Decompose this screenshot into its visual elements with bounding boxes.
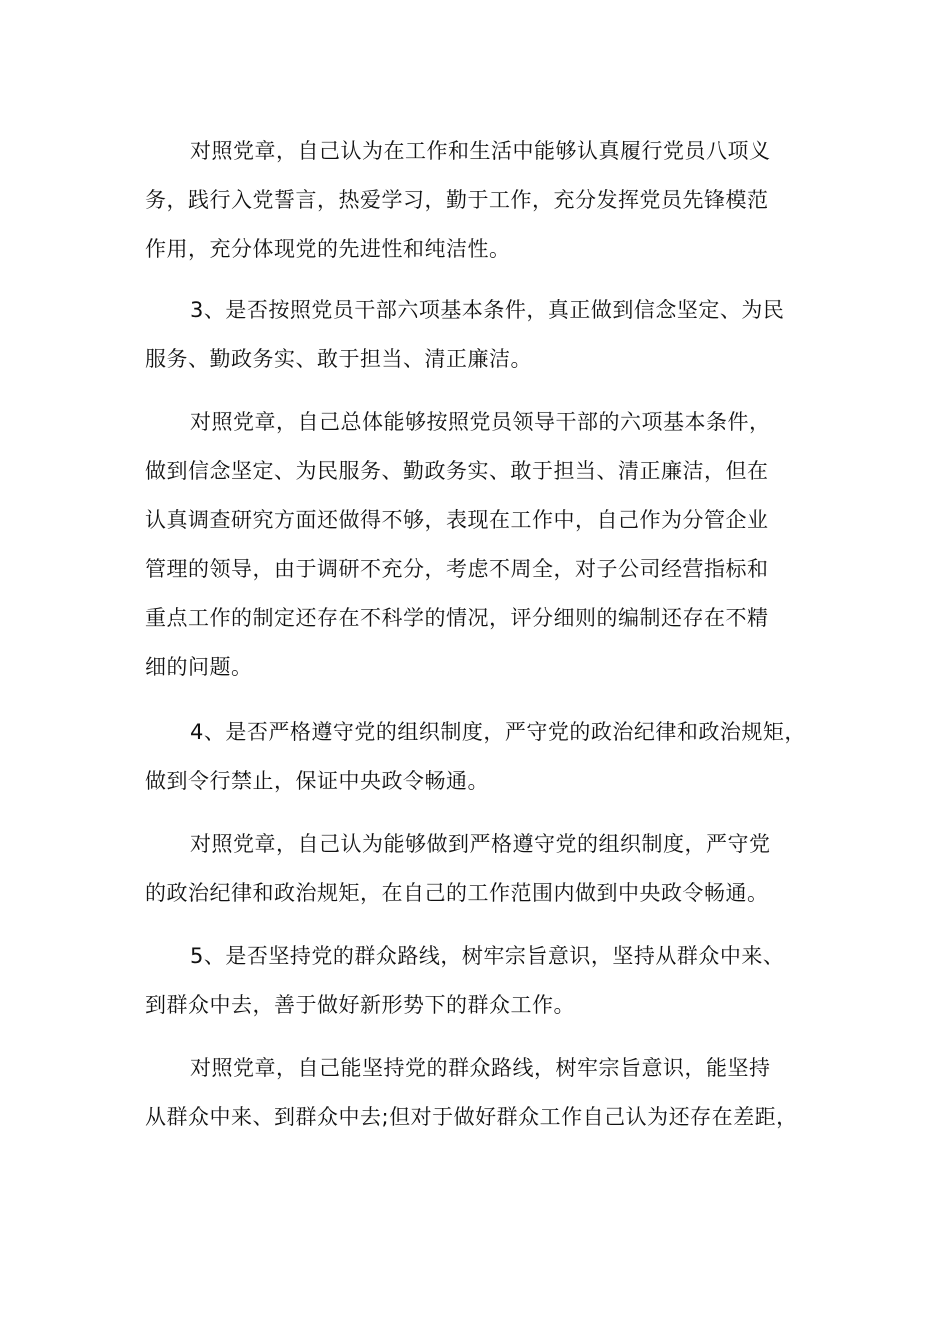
text-line: 对照党章，自己认为能够做到严格遵守党的组织制度，严守党	[190, 832, 771, 856]
text-line: 对照党章，自己认为在工作和生活中能够认真履行党员八项义	[190, 139, 771, 163]
text-line: 4、是否严格遵守党的组织制度，严守党的政治纪律和政治规矩，	[190, 720, 806, 744]
text-line: 管理的领导，由于调研不充分，考虑不周全，对子公司经营指标和	[145, 557, 769, 581]
text-line: 重点工作的制定还存在不科学的情况，评分细则的编制还存在不精	[145, 606, 769, 630]
text-line: 服务、勤政务实、敢于担当、清正廉洁。	[145, 347, 532, 371]
text-line: 3、是否按照党员干部六项基本条件，真正做到信念坚定、为民	[190, 298, 785, 322]
text-line: 细的问题。	[145, 655, 253, 679]
text-line: 务，践行入党誓言，热爱学习，勤于工作，充分发挥党员先锋模范	[145, 188, 769, 212]
text-line: 5、是否坚持党的群众路线，树牢宗旨意识，坚持从群众中来、	[190, 944, 785, 968]
text-line: 做到信念坚定、为民服务、勤政务实、敢于担当、清正廉洁，但在	[145, 459, 769, 483]
text-line: 做到令行禁止，保证中央政令畅通。	[145, 769, 489, 793]
text-line: 对照党章，自己能坚持党的群众路线，树牢宗旨意识，能坚持	[190, 1056, 771, 1080]
text-line: 对照党章，自己总体能够按照党员领导干部的六项基本条件，	[190, 410, 771, 434]
text-line: 从群众中来、到群众中去;但对于做好群众工作自己认为还存在差距，	[145, 1105, 798, 1129]
text-line: 的政治纪律和政治规矩，在自己的工作范围内做到中央政令畅通。	[145, 881, 769, 905]
text-line: 作用，充分体现党的先进性和纯洁性。	[145, 237, 511, 261]
text-line: 认真调查研究方面还做得不够，表现在工作中，自己作为分管企业	[145, 508, 769, 532]
text-line: 到群众中去，善于做好新形势下的群众工作。	[145, 993, 575, 1017]
